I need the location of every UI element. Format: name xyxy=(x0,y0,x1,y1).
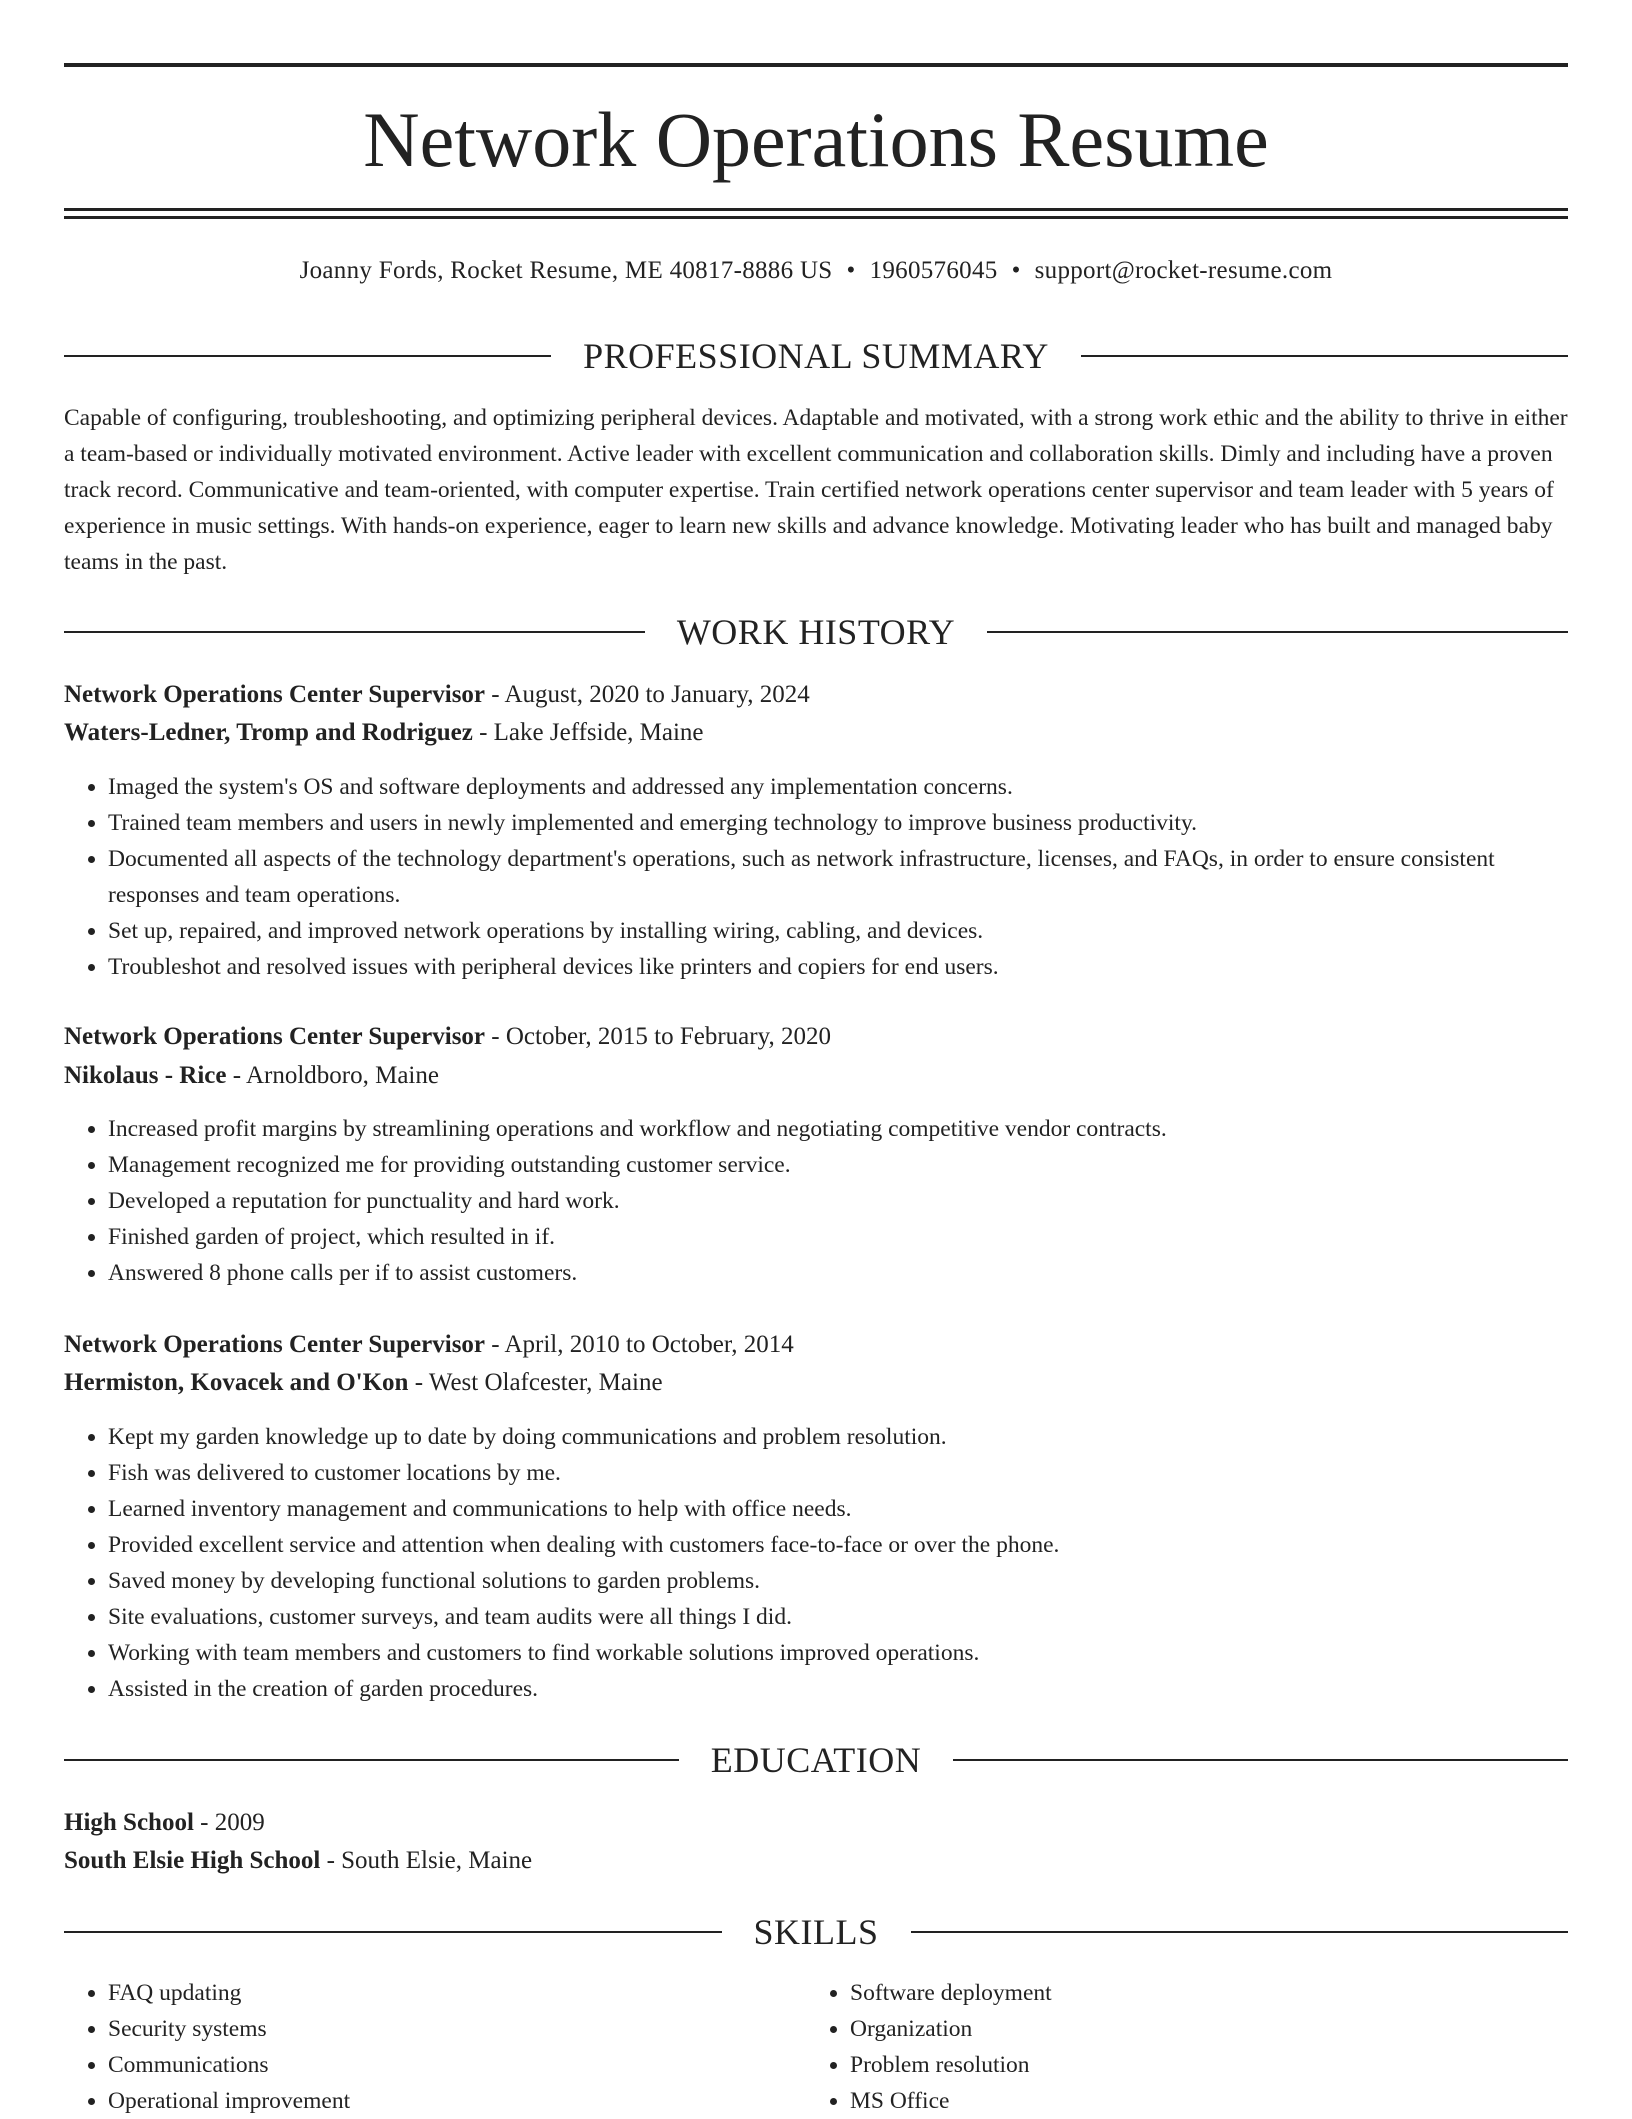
job-title-line: Network Operations Center Supervisor - August, 2020 to January, 2024 xyxy=(64,681,810,708)
contact-address: Joanny Fords, Rocket Resume, ME 40817-8886 US xyxy=(299,257,833,284)
list-item: • Imaged the system's OS and software deployments and addressed any implementation concerns. xyxy=(108,769,1568,805)
list-item: • Assisted in the creation of garden procedures. xyxy=(108,1671,1568,1707)
job-company: Hermiston, Kovacek and O'Kon xyxy=(64,1369,409,1396)
job-title: Network Operations Center Supervisor xyxy=(64,1331,486,1358)
job-title: Network Operations Center Supervisor xyxy=(64,681,486,708)
job-dates: October, 2015 to February, 2020 xyxy=(505,1023,831,1050)
list-item: • Troubleshot and resolved issues with peripheral devices like printers and copiers for end users. xyxy=(108,949,1568,985)
heading-rule-right xyxy=(953,1759,1568,1761)
list-item: • Working with team members and customers to find workable solutions improved operations. xyxy=(108,1635,1568,1671)
list-item: • Documented all aspects of the technology department's operations, such as network infrastructure, licenses, and FAQs, in order to ensure consistent responses and team operations. xyxy=(108,841,1568,913)
job-company-line: Waters-Ledner, Tromp and Rodriguez - Lake Jeffside, Maine xyxy=(64,719,704,746)
job-dates: April, 2010 to October, 2014 xyxy=(504,1331,794,1358)
skill-item: • Software deployment xyxy=(850,1975,1546,2011)
skill-item: • Problem resolution xyxy=(850,2047,1546,2083)
top-rule xyxy=(64,63,1568,67)
section-title: EDUCATION xyxy=(710,1740,922,1780)
list-item: • Answered 8 phone calls per if to assist customers. xyxy=(108,1255,1568,1291)
list-item: • Management recognized me for providing outstanding customer service. xyxy=(108,1147,1568,1183)
list-item: • Set up, repaired, and improved network operations by installing wiring, cabling, and devices. xyxy=(108,913,1568,949)
heading-rule-right xyxy=(911,1931,1569,1933)
job-location: West Olafcester, Maine xyxy=(428,1369,663,1396)
list-item: • Increased profit margins by streamlining operations and workflow and negotiating competitive vendor contracts. xyxy=(108,1111,1568,1147)
title-rule-upper xyxy=(64,208,1568,211)
job-dates: August, 2020 to January, 2024 xyxy=(504,681,810,708)
list-item: • Fish was delivered to customer locations by me. xyxy=(108,1455,1568,1491)
job-company-line: Hermiston, Kovacek and O'Kon - West Olafcester, Maine xyxy=(64,1369,663,1396)
section-heading-skills xyxy=(64,1910,1568,1954)
education-degree-line: High School - 2009 xyxy=(64,1809,265,1836)
skill-item: • Security systems xyxy=(108,2011,804,2047)
job-title-line: Network Operations Center Supervisor - October, 2015 to February, 2020 xyxy=(64,1023,831,1050)
education-year: 2009 xyxy=(214,1809,265,1836)
title-rule-lower xyxy=(64,216,1568,219)
heading-rule-right xyxy=(987,631,1568,633)
job-bullets xyxy=(64,769,1568,985)
skill-item: • MS Office xyxy=(850,2083,1546,2119)
list-item: • Finished garden of project, which resulted in if. xyxy=(108,1219,1568,1255)
summary-text: Capable of configuring, troubleshooting, and optimizing peripheral devices. Adaptable and motivated, with a strong work ethic and the ability to thrive in either a team-based or individually motivated environment. Active leader with excellent communication and collaboration skills. Dimly and including have a proven track record. Communicative and team-oriented, with computer expertise. Train certified network operations center supervisor and team leader with 5 years of experience in music settings. With hands-on experience, eager to learn new skills and advance knowledge. Motivating leader who has built and managed baby teams in the past. xyxy=(64,405,1568,575)
list-item: • Saved money by developing functional solutions to garden problems. xyxy=(108,1563,1568,1599)
heading-rule-left xyxy=(64,631,645,633)
job-location: Lake Jeffside, Maine xyxy=(493,719,704,746)
section-heading-work-history xyxy=(64,610,1568,654)
job-title: Network Operations Center Supervisor xyxy=(64,1023,486,1050)
section-title: SKILLS xyxy=(753,1912,879,1952)
job-title-line: Network Operations Center Supervisor - April, 2010 to October, 2014 xyxy=(64,1331,794,1358)
list-item: • Site evaluations, customer surveys, and team audits were all things I did. xyxy=(108,1599,1568,1635)
education-school-line: South Elsie High School - South Elsie, Maine xyxy=(64,1847,533,1874)
contact-separator: • xyxy=(1011,257,1021,284)
page-title: Network Operations Resume xyxy=(363,96,1269,183)
section-title: PROFESSIONAL SUMMARY xyxy=(583,336,1049,376)
list-item: • Trained team members and users in newly implemented and emerging technology to improve business productivity. xyxy=(108,805,1568,841)
skills-list-left xyxy=(64,1975,804,2119)
list-item: • Developed a reputation for punctuality and hard work. xyxy=(108,1183,1568,1219)
list-item: • Learned inventory management and communications to help with office needs. xyxy=(108,1491,1568,1527)
job-bullets xyxy=(64,1419,1568,1707)
heading-rule-left xyxy=(64,1931,722,1933)
job-company-line: Nikolaus - Rice - Arnoldboro, Maine xyxy=(64,1062,439,1089)
education-degree: High School xyxy=(64,1809,194,1836)
contact-email: support@rocket-resume.com xyxy=(1034,257,1333,284)
skill-item: • Operational improvement xyxy=(108,2083,804,2119)
list-item: • Provided excellent service and attention when dealing with customers face-to-face or over the phone. xyxy=(108,1527,1568,1563)
skill-item: • Communications xyxy=(108,2047,804,2083)
section-heading-education xyxy=(64,1738,1568,1782)
job-bullets xyxy=(64,1111,1568,1291)
contact-line xyxy=(64,254,1568,288)
skill-item: • Organization xyxy=(850,2011,1546,2047)
list-item: • Kept my garden knowledge up to date by doing communications and problem resolution. xyxy=(108,1419,1568,1455)
section-title: WORK HISTORY xyxy=(676,612,956,652)
contact-phone: 1960576045 xyxy=(869,257,998,284)
skills-list-right xyxy=(806,1975,1546,2119)
skill-item: • FAQ updating xyxy=(108,1975,804,2011)
heading-rule-left xyxy=(64,355,551,357)
section-heading-summary xyxy=(64,334,1568,378)
job-location: Arnoldboro, Maine xyxy=(245,1062,439,1089)
job-company: Waters-Ledner, Tromp and Rodriguez xyxy=(64,719,473,746)
heading-rule-left xyxy=(64,1759,679,1761)
job-company: Nikolaus - Rice xyxy=(64,1062,227,1089)
heading-rule-right xyxy=(1081,355,1568,357)
contact-separator: • xyxy=(846,257,856,284)
education-school: South Elsie High School xyxy=(64,1847,321,1874)
education-location: South Elsie, Maine xyxy=(341,1847,533,1874)
